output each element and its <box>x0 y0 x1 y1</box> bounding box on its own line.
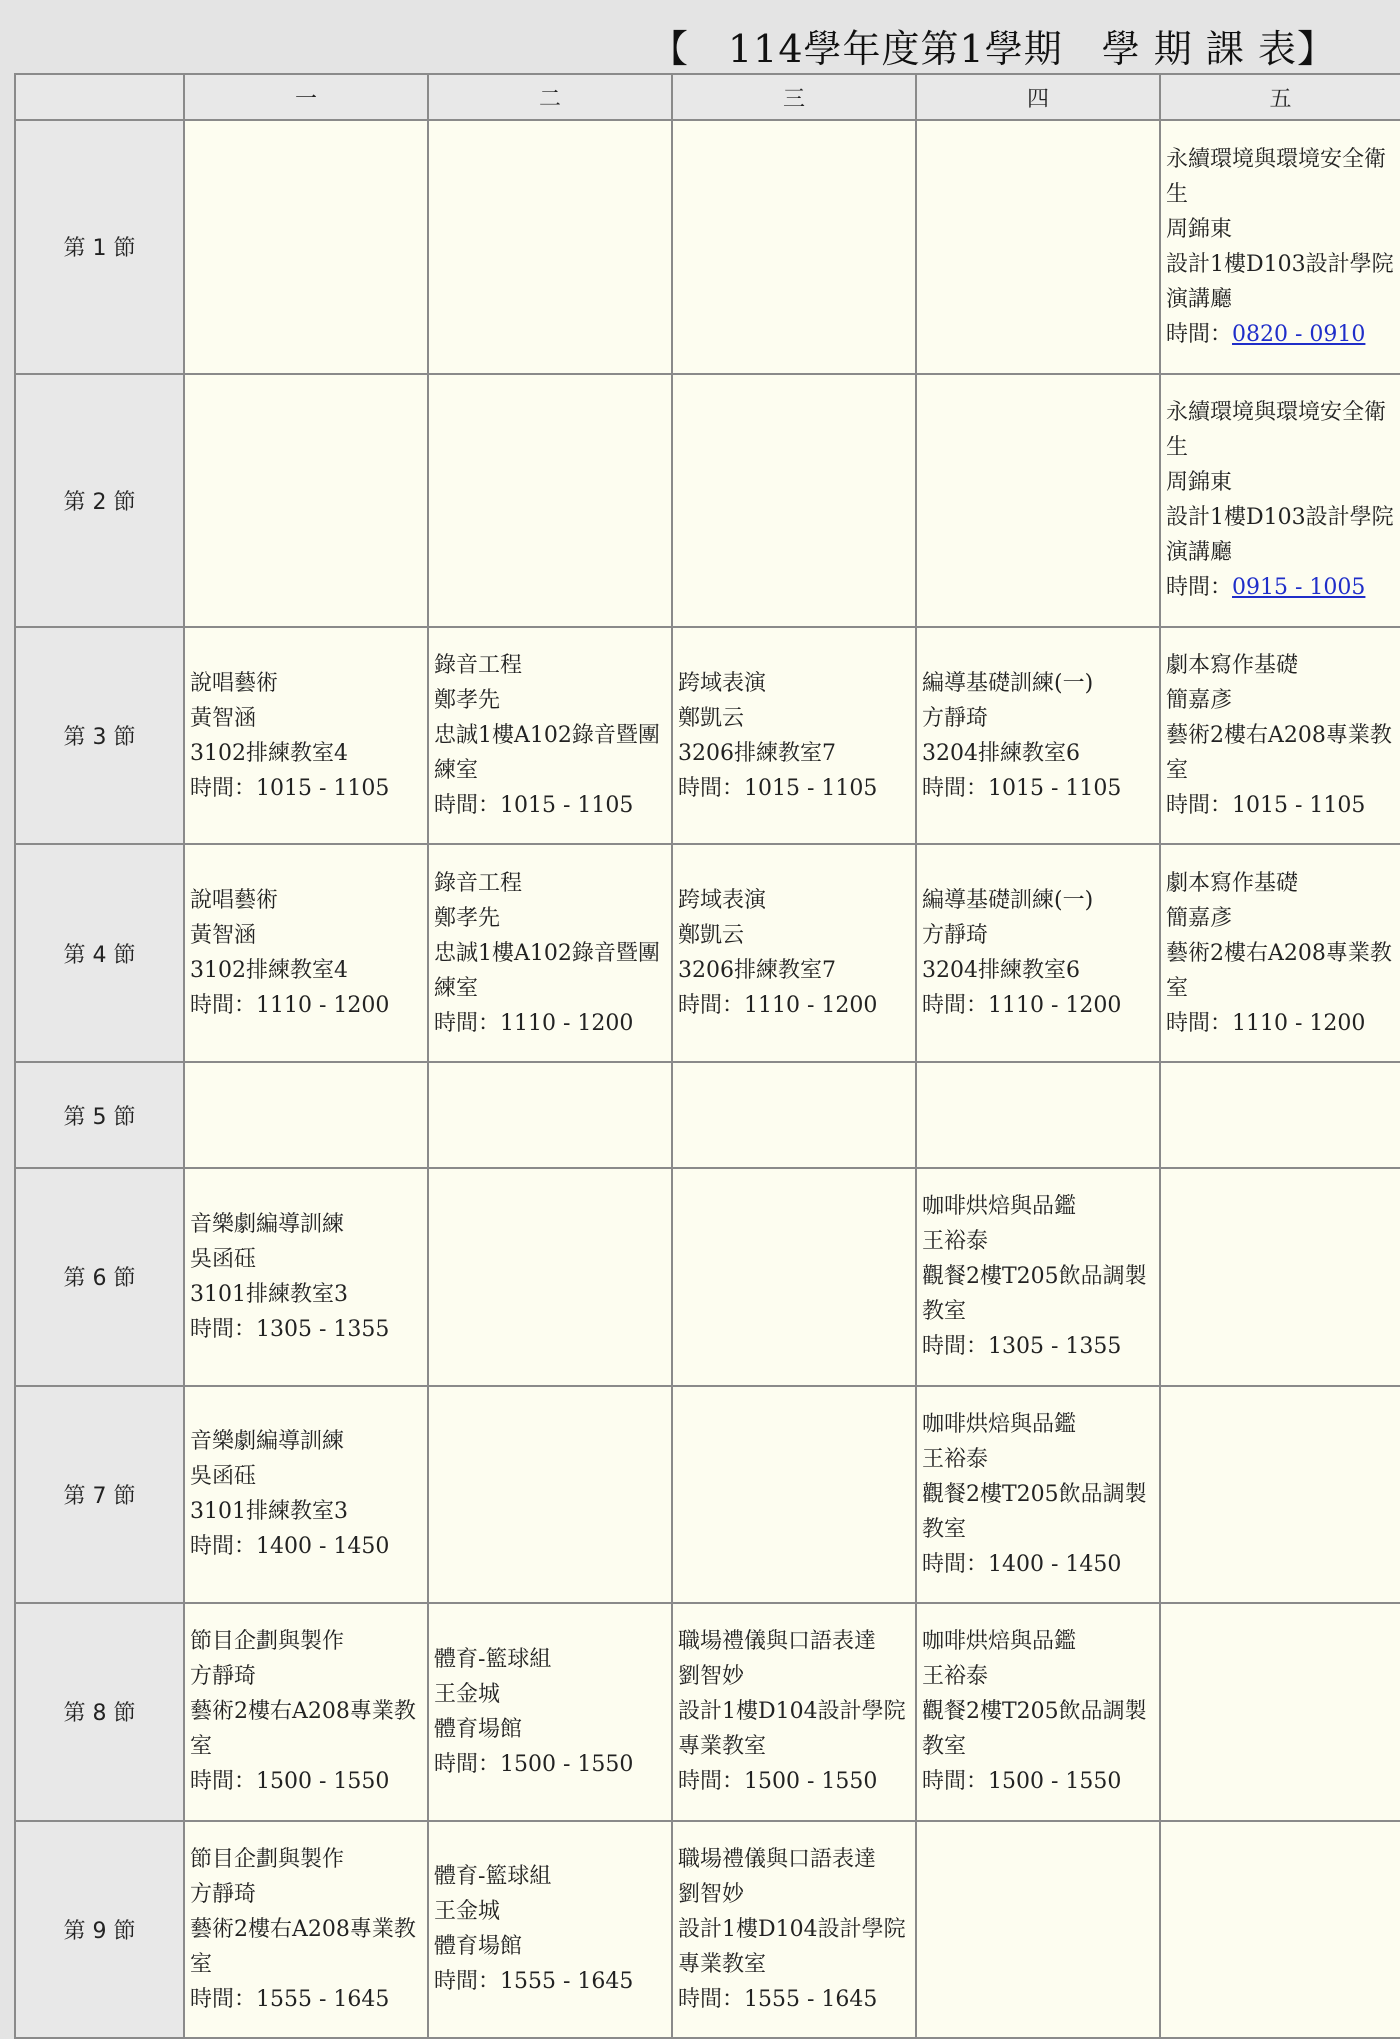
teacher-name: 吳函砡 <box>190 1464 257 1490</box>
time-value: 1110 - 1200 <box>1232 1010 1366 1036</box>
corner-cell <box>15 74 184 120</box>
class-time <box>434 1747 667 1782</box>
course-name: 劇本寫作基礎 <box>1166 653 1299 679</box>
empty-cell <box>1160 1062 1400 1168</box>
empty-cell <box>916 1062 1160 1168</box>
teacher-name: 王裕泰 <box>922 1446 989 1472</box>
class-time <box>434 1006 667 1041</box>
room-name: 3102排練教室4 <box>190 958 348 984</box>
class-time <box>678 771 911 806</box>
time-prefix: 時間： <box>434 1010 501 1036</box>
time-link[interactable]: 0915 - 1005 <box>1232 575 1366 601</box>
course-cell <box>1160 844 1400 1061</box>
course-cell <box>184 1168 428 1385</box>
room-name: 藝術2樓右A208專業教室 <box>1166 940 1392 1001</box>
period-row <box>15 844 1400 1061</box>
time-prefix: 時間： <box>1166 575 1233 601</box>
time-value: 1110 - 1200 <box>500 1010 634 1036</box>
class-time <box>434 788 667 823</box>
period-row <box>15 1168 1400 1385</box>
time-prefix: 時間： <box>434 1751 501 1777</box>
period-label: 第 3 節 <box>15 627 184 844</box>
room-name: 藝術2樓右A208專業教室 <box>190 1699 416 1760</box>
teacher-name: 王裕泰 <box>922 1664 989 1690</box>
course-cell <box>428 1603 672 1820</box>
course-name: 錄音工程 <box>434 870 523 896</box>
room-name: 3101排練教室3 <box>190 1499 348 1525</box>
course-cell <box>672 1821 916 2038</box>
course-cell <box>916 627 1160 844</box>
course-name: 永續環境與環境安全衛生 <box>1166 146 1387 207</box>
empty-cell <box>672 1386 916 1603</box>
empty-cell <box>672 1062 916 1168</box>
empty-cell <box>916 1821 1160 2038</box>
time-value: 1555 - 1645 <box>744 1986 878 2012</box>
empty-cell <box>428 374 672 628</box>
course-name: 說唱藝術 <box>190 888 279 914</box>
course-cell <box>1160 627 1400 844</box>
teacher-name: 王金城 <box>434 1681 501 1707</box>
course-cell <box>184 1386 428 1603</box>
room-name: 3206排練教室7 <box>678 958 836 984</box>
time-prefix: 時間： <box>678 1769 745 1795</box>
room-name: 3204排練教室6 <box>922 958 1080 984</box>
empty-cell <box>184 374 428 628</box>
time-prefix: 時間： <box>190 993 257 1019</box>
time-value: 1500 - 1550 <box>256 1769 390 1795</box>
time-value: 1015 - 1105 <box>1232 793 1366 819</box>
teacher-name: 鄭孝先 <box>434 905 501 931</box>
class-time <box>190 771 423 806</box>
time-value: 1110 - 1200 <box>256 993 390 1019</box>
day-header: 二 <box>428 74 672 120</box>
course-cell <box>672 844 916 1061</box>
empty-cell <box>916 374 1160 628</box>
time-value: 1110 - 1200 <box>744 993 878 1019</box>
period-row <box>15 374 1400 628</box>
class-time <box>1166 788 1396 823</box>
course-name: 體育-籃球組 <box>434 1646 552 1672</box>
period-label: 第 9 節 <box>15 1821 184 2038</box>
course-name: 跨域表演 <box>678 670 767 696</box>
teacher-name: 方靜琦 <box>922 923 989 949</box>
time-prefix: 時間： <box>434 793 501 819</box>
room-name: 3206排練教室7 <box>678 740 836 766</box>
class-time <box>922 771 1155 806</box>
empty-cell <box>184 120 428 374</box>
day-header: 一 <box>184 74 428 120</box>
course-name: 職場禮儀與口語表達 <box>678 1846 877 1872</box>
class-time <box>678 988 911 1023</box>
course-cell <box>1160 120 1400 374</box>
course-name: 節目企劃與製作 <box>190 1846 345 1872</box>
teacher-name: 黃智涵 <box>190 705 257 731</box>
empty-cell <box>428 1386 672 1603</box>
period-row <box>15 1386 1400 1603</box>
time-prefix: 時間： <box>922 1551 989 1577</box>
course-name: 音樂劇編導訓練 <box>190 1429 345 1455</box>
room-name: 藝術2樓右A208專業教室 <box>1166 723 1392 784</box>
class-time <box>922 988 1155 1023</box>
header-row <box>15 74 1400 120</box>
time-value: 1305 - 1355 <box>256 1316 390 1342</box>
period-label: 第 6 節 <box>15 1168 184 1385</box>
course-name: 咖啡烘焙與品鑑 <box>922 1629 1077 1655</box>
time-prefix: 時間： <box>434 1969 501 1995</box>
time-prefix: 時間： <box>190 1986 257 2012</box>
class-time <box>922 1764 1155 1799</box>
class-time <box>190 988 423 1023</box>
empty-cell <box>1160 1821 1400 2038</box>
teacher-name: 方靜琦 <box>190 1664 257 1690</box>
empty-cell <box>1160 1386 1400 1603</box>
time-prefix: 時間： <box>190 1316 257 1342</box>
room-name: 設計1樓D103設計學院演講廳 <box>1166 251 1394 312</box>
teacher-name: 吳函砡 <box>190 1246 257 1272</box>
time-value: 1400 - 1450 <box>988 1551 1122 1577</box>
empty-cell <box>184 1062 428 1168</box>
page-title: 【 114學年度第1學期 學 期 課 表】 <box>650 27 1336 71</box>
period-label: 第 7 節 <box>15 1386 184 1603</box>
teacher-name: 鄭孝先 <box>434 688 501 714</box>
teacher-name: 周錦東 <box>1166 216 1233 242</box>
class-time <box>1166 570 1396 605</box>
time-value: 1110 - 1200 <box>988 993 1122 1019</box>
empty-cell <box>428 1168 672 1385</box>
teacher-name: 劉智妙 <box>678 1664 745 1690</box>
course-name: 永續環境與環境安全衛生 <box>1166 400 1387 461</box>
course-name: 說唱藝術 <box>190 670 279 696</box>
course-cell <box>428 844 672 1061</box>
teacher-name: 簡嘉彥 <box>1166 905 1233 931</box>
teacher-name: 方靜琦 <box>922 705 989 731</box>
schedule-table <box>14 73 1400 2039</box>
period-label: 第 5 節 <box>15 1062 184 1168</box>
period-label: 第 4 節 <box>15 844 184 1061</box>
period-label: 第 2 節 <box>15 374 184 628</box>
teacher-name: 鄭凱云 <box>678 705 745 731</box>
time-prefix: 時間： <box>190 1769 257 1795</box>
class-time <box>190 1529 423 1564</box>
course-cell <box>184 627 428 844</box>
time-prefix: 時間： <box>190 775 257 801</box>
room-name: 忠誠1樓A102錄音暨團練室 <box>434 940 660 1001</box>
room-name: 體育場館 <box>434 1716 523 1742</box>
time-prefix: 時間： <box>922 993 989 1019</box>
time-value: 1015 - 1105 <box>500 793 634 819</box>
period-label: 第 8 節 <box>15 1603 184 1820</box>
room-name: 3204排練教室6 <box>922 740 1080 766</box>
period-row <box>15 120 1400 374</box>
teacher-name: 王金城 <box>434 1899 501 1925</box>
course-name: 跨域表演 <box>678 888 767 914</box>
room-name: 3101排練教室3 <box>190 1281 348 1307</box>
course-cell <box>672 1603 916 1820</box>
period-row <box>15 1603 1400 1820</box>
time-value: 1015 - 1105 <box>256 775 390 801</box>
period-row <box>15 1062 1400 1168</box>
teacher-name: 方靜琦 <box>190 1881 257 1907</box>
empty-cell <box>428 1062 672 1168</box>
class-time <box>1166 317 1396 352</box>
day-header: 五 <box>1160 74 1400 120</box>
time-value: 1500 - 1550 <box>500 1751 634 1777</box>
time-value: 1555 - 1645 <box>256 1986 390 2012</box>
course-cell <box>916 1386 1160 1603</box>
course-cell <box>672 627 916 844</box>
course-name: 音樂劇編導訓練 <box>190 1211 345 1237</box>
time-value: 1015 - 1105 <box>744 775 878 801</box>
time-prefix: 時間： <box>922 1334 989 1360</box>
time-value: 1555 - 1645 <box>500 1969 634 1995</box>
course-cell <box>428 1821 672 2038</box>
schedule-body <box>15 120 1400 2038</box>
time-prefix: 時間： <box>1166 321 1233 347</box>
teacher-name: 劉智妙 <box>678 1881 745 1907</box>
room-name: 設計1樓D104設計學院專業教室 <box>678 1916 906 1977</box>
course-cell <box>916 844 1160 1061</box>
class-time <box>1166 1006 1396 1041</box>
empty-cell <box>428 120 672 374</box>
teacher-name: 簡嘉彥 <box>1166 688 1233 714</box>
teacher-name: 周錦東 <box>1166 470 1233 496</box>
course-name: 咖啡烘焙與品鑑 <box>922 1194 1077 1220</box>
room-name: 3102排練教室4 <box>190 740 348 766</box>
period-label: 第 1 節 <box>15 120 184 374</box>
course-name: 劇本寫作基礎 <box>1166 870 1299 896</box>
course-name: 錄音工程 <box>434 653 523 679</box>
time-prefix: 時間： <box>1166 793 1233 819</box>
teacher-name: 鄭凱云 <box>678 923 745 949</box>
course-cell <box>916 1168 1160 1385</box>
class-time <box>190 1982 423 2017</box>
room-name: 觀餐2樓T205飲品調製教室 <box>922 1699 1147 1760</box>
course-name: 咖啡烘焙與品鑑 <box>922 1411 1077 1437</box>
time-prefix: 時間： <box>678 1986 745 2012</box>
room-name: 忠誠1樓A102錄音暨團練室 <box>434 723 660 784</box>
time-value: 1400 - 1450 <box>256 1534 390 1560</box>
empty-cell <box>672 374 916 628</box>
teacher-name: 黃智涵 <box>190 923 257 949</box>
empty-cell <box>1160 1168 1400 1385</box>
class-time <box>922 1547 1155 1582</box>
period-row <box>15 1821 1400 2038</box>
room-name: 設計1樓D104設計學院專業教室 <box>678 1699 906 1760</box>
time-value: 1500 - 1550 <box>988 1769 1122 1795</box>
empty-cell <box>916 120 1160 374</box>
course-cell <box>184 1603 428 1820</box>
time-value: 1015 - 1105 <box>988 775 1122 801</box>
time-prefix: 時間： <box>190 1534 257 1560</box>
time-link[interactable]: 0820 - 0910 <box>1232 321 1366 347</box>
course-cell <box>184 844 428 1061</box>
time-prefix: 時間： <box>922 775 989 801</box>
empty-cell <box>1160 1603 1400 1820</box>
time-prefix: 時間： <box>1166 1010 1233 1036</box>
course-cell <box>184 1821 428 2038</box>
room-name: 藝術2樓右A208專業教室 <box>190 1916 416 1977</box>
room-name: 觀餐2樓T205飲品調製教室 <box>922 1264 1147 1325</box>
class-time <box>678 1764 911 1799</box>
day-header: 四 <box>916 74 1160 120</box>
time-value: 1500 - 1550 <box>744 1769 878 1795</box>
room-name: 觀餐2樓T205飲品調製教室 <box>922 1481 1147 1542</box>
day-header: 三 <box>672 74 916 120</box>
room-name: 體育場館 <box>434 1934 523 1960</box>
room-name: 設計1樓D103設計學院演講廳 <box>1166 505 1394 566</box>
course-name: 職場禮儀與口語表達 <box>678 1629 877 1655</box>
empty-cell <box>672 120 916 374</box>
time-value: 1305 - 1355 <box>988 1334 1122 1360</box>
class-time <box>678 1982 911 2017</box>
course-name: 編導基礎訓練(一) <box>922 670 1094 696</box>
time-prefix: 時間： <box>678 993 745 1019</box>
course-cell <box>1160 374 1400 628</box>
class-time <box>922 1329 1155 1364</box>
course-name: 編導基礎訓練(一) <box>922 888 1094 914</box>
empty-cell <box>672 1168 916 1385</box>
course-name: 體育-籃球組 <box>434 1864 552 1890</box>
period-row <box>15 627 1400 844</box>
course-name: 節目企劃與製作 <box>190 1629 345 1655</box>
class-time <box>190 1764 423 1799</box>
class-time <box>434 1964 667 1999</box>
course-cell <box>916 1603 1160 1820</box>
time-prefix: 時間： <box>678 775 745 801</box>
time-prefix: 時間： <box>922 1769 989 1795</box>
class-time <box>190 1312 423 1347</box>
course-cell <box>428 627 672 844</box>
teacher-name: 王裕泰 <box>922 1229 989 1255</box>
